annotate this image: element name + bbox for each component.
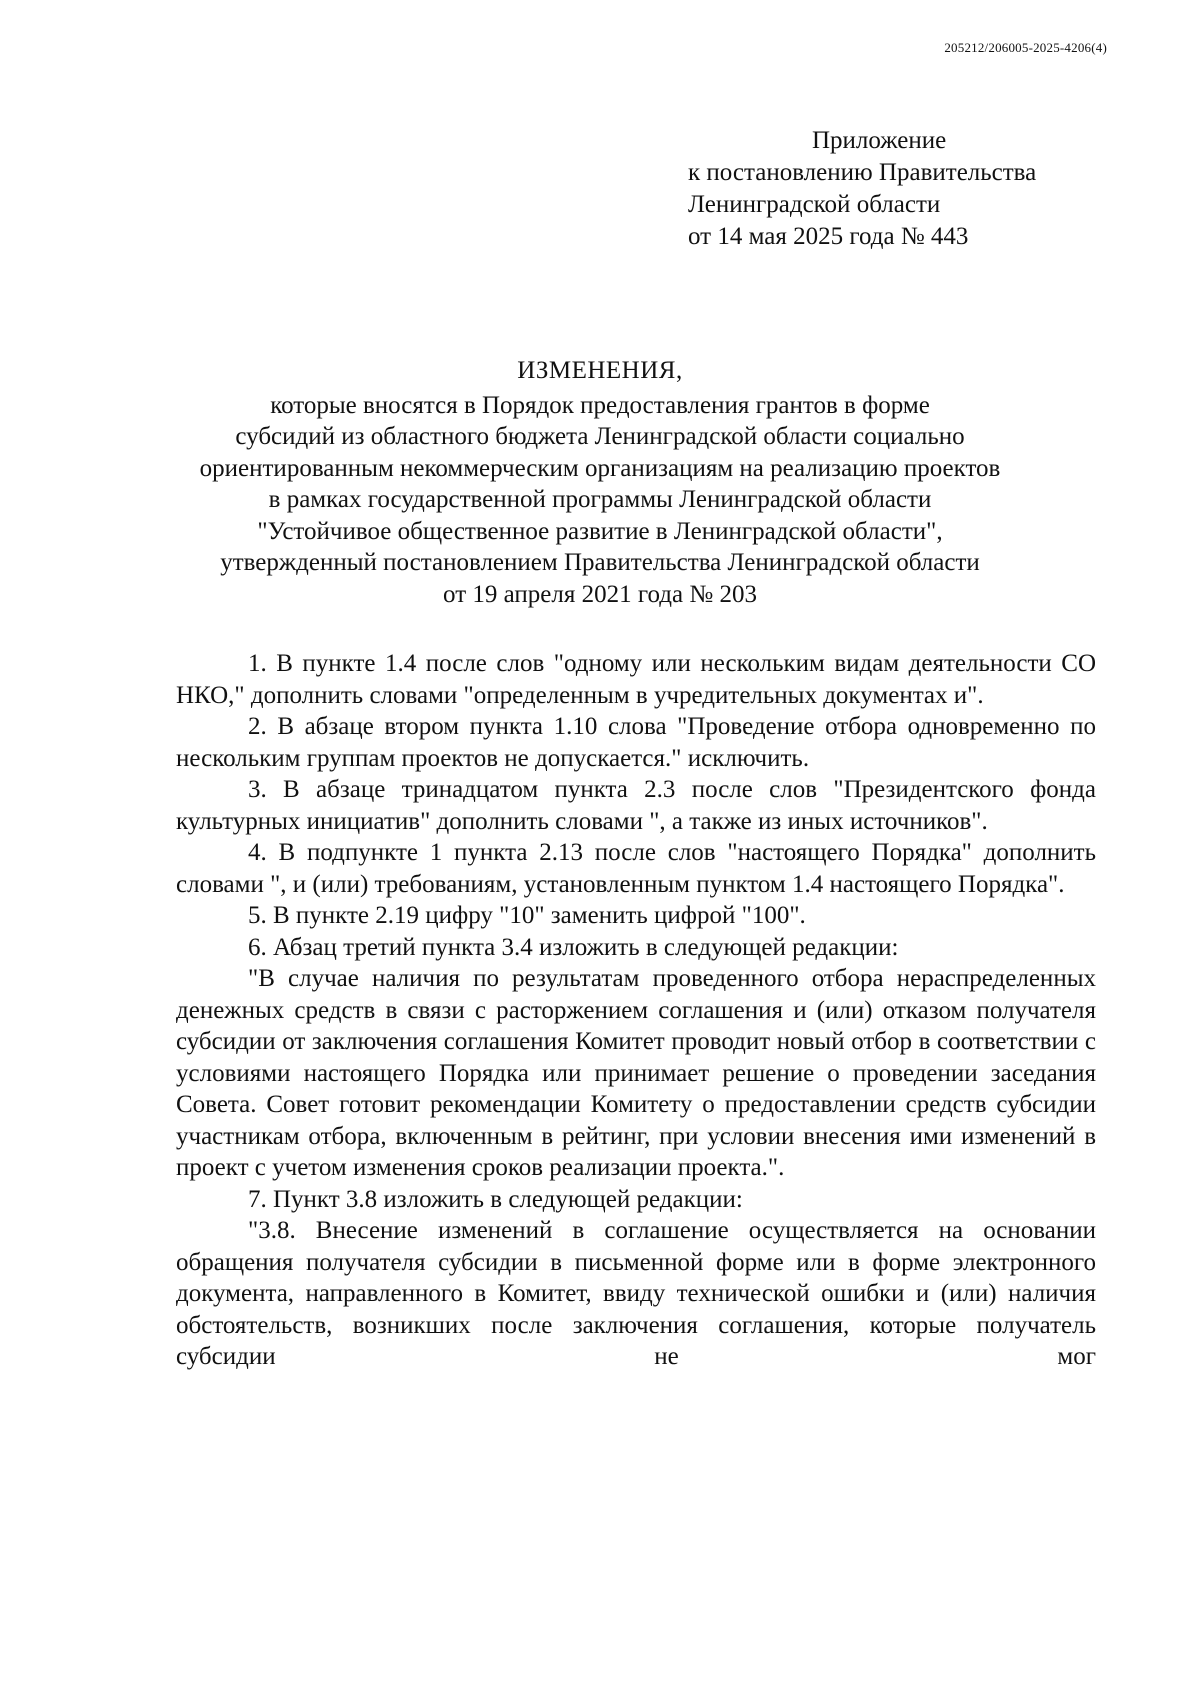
paragraph-quote-3-8: "3.8. Внесение изменений в соглашение осуществляется на основании обращения получателя субсидии в письменной форме или в форме электронного документа, направленного в Комитет, ввиду технической ошибки и (или) наличия обстоятельств, возникших после заключения соглашения, которые получатель субсидии не мог <box>176 1217 1096 1370</box>
document-title <box>150 355 1050 610</box>
title-line: от 19 апреля 2021 года № 203 <box>443 580 757 608</box>
title-line: субсидий из областного бюджета Ленинградской области социально <box>235 423 965 450</box>
paragraph-item-1: 1. В пункте 1.4 после слов "одному или нескольким видам деятельности СО НКО," дополнить словами "определенным в учредительных документах и". <box>176 650 1096 709</box>
appendix-block <box>688 125 1036 253</box>
title-line: которые вносятся в Порядок предоставления грантов в форме <box>270 391 930 419</box>
document-body <box>176 648 1096 1373</box>
title-line: "Устойчивое общественное развитие в Ленинградской области", <box>257 517 943 545</box>
appendix-date: от 14 мая 2025 года № 443 <box>688 223 969 250</box>
paragraph-item-5: 5. В пункте 2.19 цифру "10" заменить цифрой "100". <box>248 902 806 929</box>
title-line: ориентированным некоммерческим организациям на реализацию проектов <box>199 454 1001 482</box>
paragraph-item-4: 4. В подпункте 1 пункта 2.13 после слов "настоящего Порядка" дополнить словами ", и (или) требованиям, установленным пунктом 1.4 настоящего Порядка". <box>176 839 1096 898</box>
appendix-resolution: к постановлению Правительства <box>688 159 1037 186</box>
appendix-label: Приложение <box>812 127 947 154</box>
paragraph-item-3: 3. В абзаце тринадцатом пункта 2.3 после слов "Президентского фонда культурных инициатив" дополнить словами ", а также из иных источников". <box>176 776 1096 835</box>
paragraph-item-7: 7. Пункт 3.8 изложить в следующей редакции: <box>248 1185 743 1213</box>
paragraph-item-2: 2. В абзаце втором пункта 1.10 слова "Проведение отбора одновременно по нескольким группам проектов не допускается." исключить. <box>176 713 1096 772</box>
title-line: в рамках государственной программы Ленинградской области <box>268 486 932 513</box>
paragraph-item-6: 6. Абзац третий пункта 3.4 изложить в следующей редакции: <box>248 933 899 961</box>
title-line: утвержденный постановлением Правительства Ленинградской области <box>220 549 980 576</box>
document-id: 205212/206005-2025-4206(4) <box>944 40 1107 55</box>
title-heading: ИЗМЕНЕНИЯ, <box>517 357 683 384</box>
paragraph-quote-3-4: "В случае наличия по результатам проведенного отбора нераспределенных денежных средств в связи с расторжением соглашения и (или) отказом получателя субсидии от заключения соглашения Комитет проводит новый отбор в соответствии с условиями настоящего Порядка или принимает решение о проведении заседания Совета. Совет готовит рекомендации Комитету о предоставлении средств субсидии участникам отбора, включенным в рейтинг, при условии внесения ими изменений в проект с учетом изменения сроков реализации проекта.". <box>176 965 1096 1181</box>
appendix-region: Ленинградской области <box>688 191 941 218</box>
